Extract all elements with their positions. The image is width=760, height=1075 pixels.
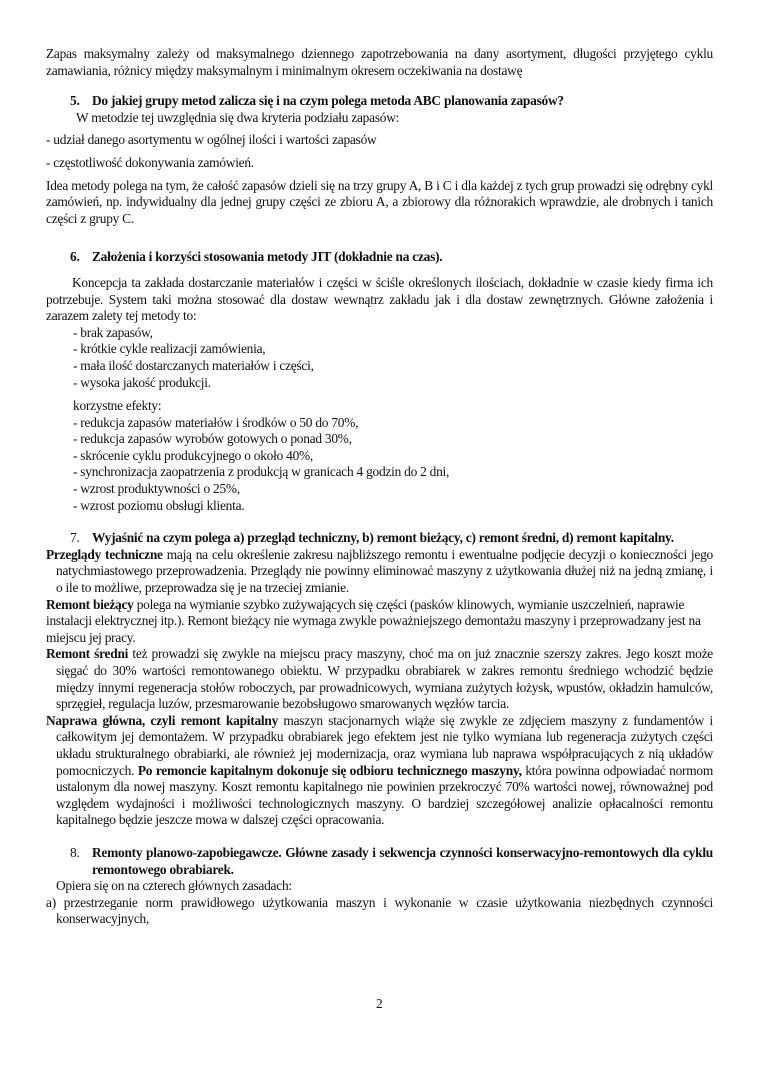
section-6-heading: 6. Założenia i korzyści stosowania metody JIT (dokładnie na czas).: [70, 249, 443, 265]
list-item: - mała ilość dostarczanych materiałów i części,: [73, 357, 314, 373]
list-item: - redukcja zapasów wyrobów gotowych o ponad 30%,: [73, 431, 352, 447]
list-item: - wzrost poziomu obsługi klienta.: [73, 497, 245, 513]
section-8-lead: Opiera się on na czterech głównych zasadach:: [56, 878, 292, 894]
list-item: - skrócenie cyklu produkcyjnego o około 40%,: [73, 447, 314, 463]
list-item: - wysoka jakość produkcji.: [73, 374, 211, 390]
technical-inspection-paragraph: Przeglądy techniczne mają na celu określenie zakresu najbliższego remontu i ewentualne podjęcie decyzji o konieczności jego natychmiastowego przeprowadzenia. Przeglądy nie powinny eliminować maszyny z użytkowania dłużej niż na jedną zmianę, i o ile to możliwe, przeprowadza się je na trzeciej zmianie.: [46, 546, 713, 596]
list-item: - brak zapasów,: [73, 324, 153, 340]
section-5-paragraph: Idea metody polega na tym, że całość zapasów dzieli się na trzy grupy A, B i C i dla każdej z tych grup prowadzi się odrębny cykl zamówień, np. indywidualny dla jednej grupy części ze zbioru A, a zbiorowy dla różnorakich wprawdzie, ale drobnych i tanich części z grupy C.: [46, 177, 713, 226]
effects-label: korzystne efekty:: [73, 398, 162, 414]
section-5-item: - częstotliwość dokonywania zamówień.: [46, 154, 254, 170]
assumptions-list: [46, 325, 713, 391]
current-repair-paragraph: Remont bieżący polega na wymianie szybko zużywających się części (pasków klinowych, wymianie uszczelnień, naprawie instalacji elektrycznej itp.). Remont bieżący nie wymaga zwykle poważniejszego demontażu maszyny i przeprowadzany jest na miejscu jej pracy.: [46, 596, 701, 645]
effects-list: [46, 415, 713, 515]
section-7-heading: 7. Wyjaśnić na czym polega a) przegląd techniczny, b) remont bieżący, c) remont średni, d) remont kapitalny.: [70, 530, 674, 546]
section-8-heading: 8. Remonty planowo-zapobiegawcze. Główne zasady i sekwencja czynności konserwacyjno-remontowych dla cyklu remontowego obrabiarek.: [70, 844, 713, 877]
section-5-lead: W metodzie tej uwzględnia się dwa kryteria podziału zapasów:: [76, 109, 400, 125]
list-item: - krótkie cykle realizacji zamówienia,: [73, 341, 266, 357]
list-item: - redukcja zapasów materiałów i środków o 50 do 70%,: [73, 414, 359, 430]
page-number: 2: [376, 996, 383, 1011]
section-8-item-a: a) przestrzeganie norm prawidłowego użytkowania maszyn i wykonanie w czasie użytkowania niezbędnych czynności konserwacyjnych,: [46, 894, 713, 927]
medium-repair-paragraph: Remont średni też prowadzi się zwykle na miejscu pracy maszyny, choć ma on już znacznie szerszy zakres. Jego koszt może sięgać do 30% wartości remontowanego obiektu. W przypadku obrabiarek w zakres remontu średniego wchodzić będzie między innymi regeneracja stołów roboczych, par prowadnicowych, wymiana zużytych łożysk, wpustów, okładzin hamulców, sprzęgieł, regulacja luzów, przesmarowanie bezobsługowo smarowanych węzłów tarcia.: [46, 646, 713, 712]
list-item: - wzrost produktywności o 25%,: [73, 481, 240, 497]
section-6-paragraph: Koncepcja ta zakłada dostarczanie materiałów i części w ściśle określonych ilościach, dokładnie w czasie kiedy firma ich potrzebuje. System taki można stosować dla dostaw wewnątrz zakładu jak i dla dostaw zewnętrznych. Główne założenia i zarazem zalety tej metody to:: [46, 274, 713, 324]
list-item: - synchronizacja zaopatrzenia z produkcją w granicach 4 godzin do 2 dni,: [73, 464, 450, 480]
capital-repair-paragraph: Naprawa główna, czyli remont kapitalny maszyn stacjonarnych wiąże się zwykle ze zdjęciem maszyny z fundamentów i całkowitym jej demontażem. W przypadku obrabiarek jego efektem jest nie tylko wymiana lub regeneracja zużytych części układu strukturalnego obrabiarki, ale również jej modernizacja, oraz wymiana lub naprawa współpracujących z nią układów pomocniczych. Po remoncie kapitalnym dokonuje się odbioru technicznego maszyny, która powinna odpowiadać normom ustalonym dla nowej maszyny. Koszt remontu kapitalnego nie powinien przekroczyć 70% wartości nowej, równoważnej pod względem wydajności i możliwości technologicznych maszyny. O bardziej szczegółowej analizie opłacalności remontu kapitalnego będzie jeszcze mowa w dalszej części opracowania.: [46, 712, 713, 828]
document-page: [46, 46, 713, 928]
section-5-heading: 5. Do jakiej grupy metod zalicza się i na czym polega metoda ABC planowania zapasów?: [70, 93, 564, 109]
intro-paragraph: Zapas maksymalny zależy od maksymalnego dziennego zapotrzebowania na dany asortyment, długości przyjętego cyklu zamawiania, różnicy między maksymalnym i minimalnym okresem oczekiwania na dostawę: [46, 46, 713, 78]
section-5-item: - udział danego asortymentu w ogólnej ilości i wartości zapasów: [46, 132, 377, 148]
